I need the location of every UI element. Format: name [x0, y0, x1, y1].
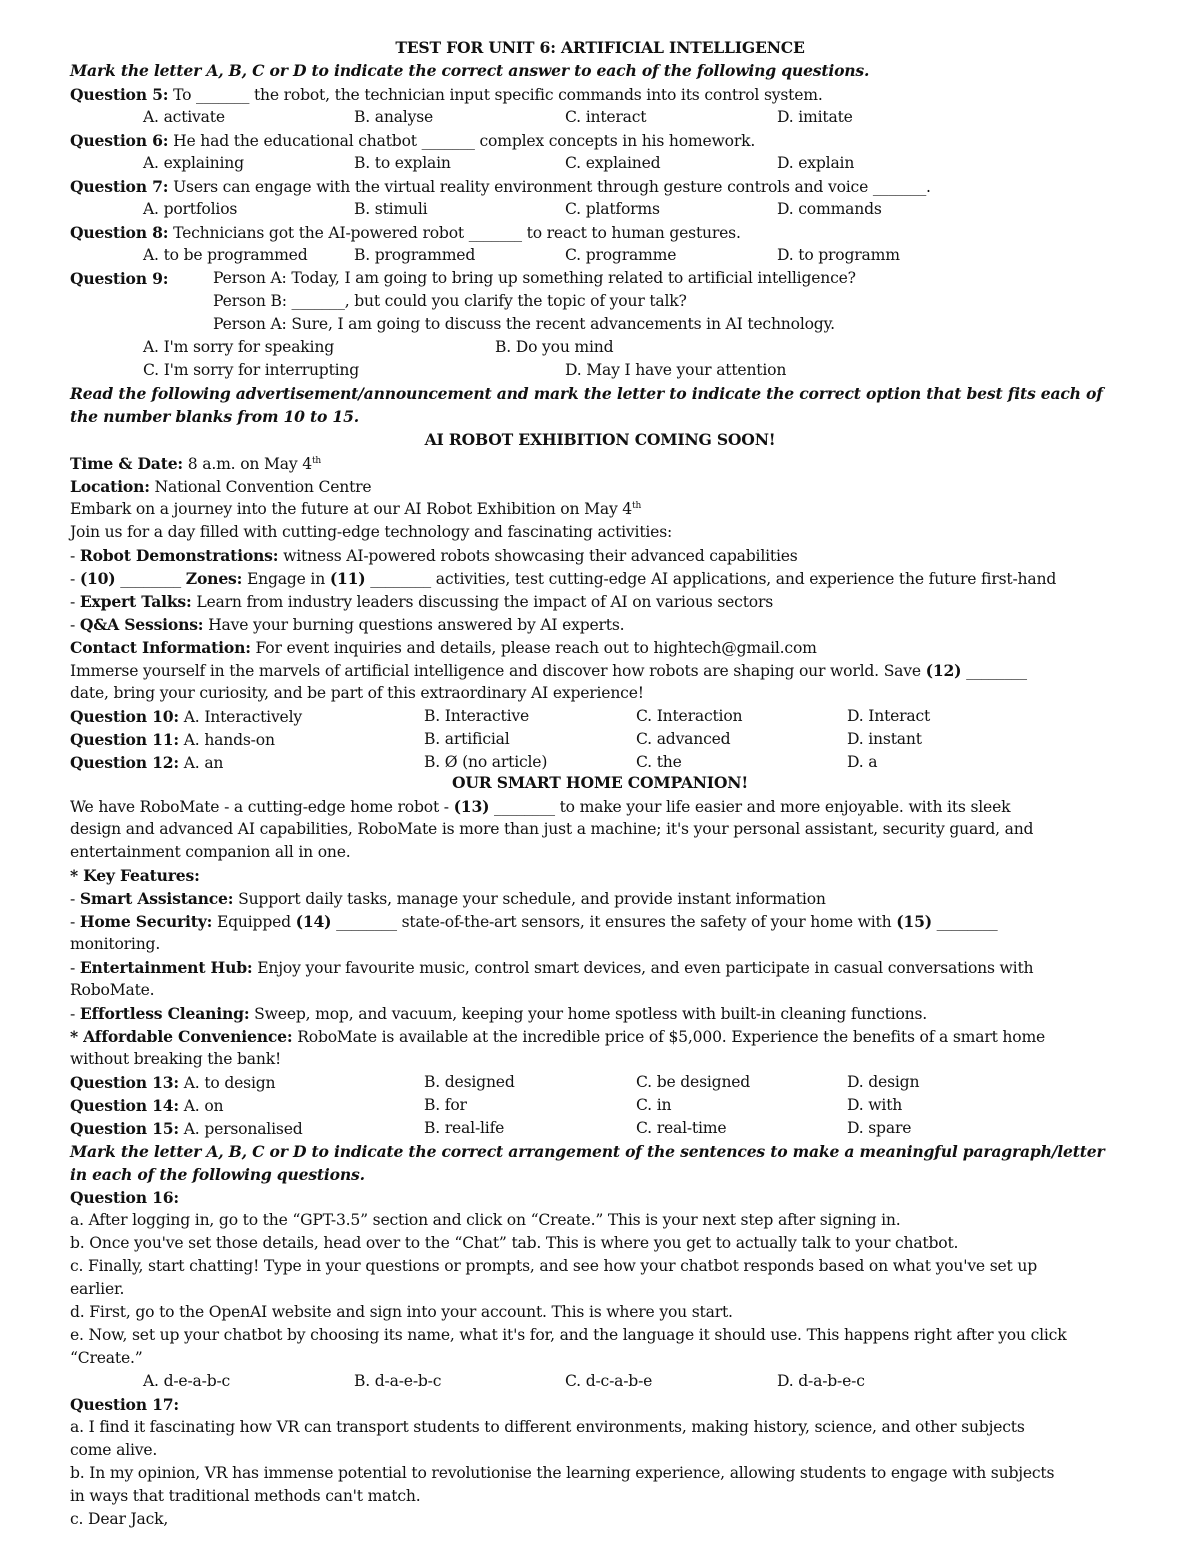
- bullet: -: [70, 913, 80, 931]
- question-5: [70, 83, 823, 106]
- question-stem: He had the educational chatbot _______ complex concepts in his homework.: [168, 132, 756, 150]
- location-label: Location:: [70, 477, 150, 496]
- question-15: [0, 1117, 1200, 1140]
- blank-number: (14): [295, 912, 332, 931]
- blank-number: (12): [925, 661, 962, 680]
- question-label: Question 7:: [70, 177, 169, 196]
- bullet: -: [70, 959, 80, 977]
- blank-number: (15): [896, 912, 932, 931]
- demo-label: Robot Demonstrations:: [79, 546, 279, 565]
- sentence-c: c. Dear Jack,: [70, 1510, 169, 1528]
- option-c: C. platforms: [565, 200, 660, 218]
- question-label-a: [70, 1071, 275, 1095]
- contact-label: Contact Information:: [70, 638, 251, 657]
- expert-line: [70, 590, 773, 613]
- option-b: B. stimuli: [354, 200, 428, 218]
- option-a: A. to design: [178, 1074, 276, 1092]
- zones-text: Engage in: [242, 570, 330, 588]
- zones-label: Zones:: [185, 569, 243, 588]
- option-c: C. be designed: [636, 1073, 751, 1091]
- intro-text: ________ to make your life easier and more enjoyable. with its sleek: [489, 798, 1011, 816]
- option-d: D. spare: [847, 1119, 912, 1137]
- affordable-label: * Affordable Convenience:: [70, 1027, 293, 1046]
- sentence-b: b. Once you've set those details, head over to the “Chat” tab. This is where you get to actually talk to your chatbot.: [70, 1234, 959, 1252]
- affordable-line: [70, 1025, 1045, 1048]
- expert-label: Expert Talks:: [79, 592, 192, 611]
- security-text: ________ state-of-the-art sensors, it ensures the safety of your home with: [331, 913, 897, 931]
- question-9: [0, 267, 1200, 290]
- qa-line: [70, 613, 624, 636]
- question-7-options: [0, 198, 1200, 221]
- question-label-a: [70, 1117, 303, 1141]
- option-c: C. in: [636, 1096, 672, 1114]
- question-7: [70, 175, 931, 198]
- location-line: [70, 475, 371, 498]
- qa-text: Have your burning questions answered by AI experts.: [203, 616, 625, 634]
- demo-text: witness AI-powered robots showcasing their advanced capabilities: [278, 547, 798, 565]
- option-a: A. on: [178, 1097, 224, 1115]
- instruction-mcq: Mark the letter A, B, C or D to indicate the correct answer to each of the following questions.: [70, 61, 870, 80]
- option-b: B. programmed: [354, 246, 476, 264]
- bullet: -: [70, 547, 80, 565]
- question-label: Question 9:: [70, 269, 169, 288]
- question-label: Question 15:: [70, 1119, 179, 1138]
- option-b: B. for: [424, 1096, 467, 1114]
- option-d: D. explain: [777, 154, 855, 172]
- contact-line: [70, 636, 817, 659]
- option-c: C. interact: [565, 108, 647, 126]
- sentence-b-cont: in ways that traditional methods can't match.: [70, 1487, 421, 1505]
- intro-text: We have RoboMate - a cutting-edge home robot -: [70, 798, 454, 816]
- question-label: Question 13:: [70, 1073, 179, 1092]
- option-c: C. explained: [565, 154, 661, 172]
- option-c: C. programme: [565, 246, 677, 264]
- option-d: D. d-a-b-e-c: [777, 1372, 865, 1390]
- superscript: th: [311, 456, 321, 466]
- dialogue-line-2: Person B: _______, but could you clarify the topic of your talk?: [213, 292, 687, 310]
- instruction-reading-cont: the number blanks from 10 to 15.: [70, 407, 359, 426]
- sentence-a: a. I find it fascinating how VR can transport students to different environments, making history, science, and other subjects: [70, 1418, 1025, 1436]
- cleaning-line: [70, 1002, 927, 1025]
- question-16-options: [0, 1370, 1200, 1393]
- option-d: D. commands: [777, 200, 882, 218]
- sentence-c: c. Finally, start chatting! Type in your questions or prompts, and see how your chatbot responds based on what you've set up: [70, 1257, 1038, 1275]
- option-d: D. with: [847, 1096, 903, 1114]
- option-b: B. d-a-e-b-c: [354, 1372, 442, 1390]
- bullet: -: [70, 890, 80, 908]
- option-b: B. real-life: [424, 1119, 505, 1137]
- question-17-label: Question 17:: [70, 1395, 179, 1414]
- option-b: B. designed: [424, 1073, 515, 1091]
- option-c: C. d-c-a-b-e: [565, 1372, 653, 1390]
- option-b: B. Interactive: [424, 707, 530, 725]
- question-9-options-row1: [0, 336, 1200, 359]
- robomate-intro-2: design and advanced AI capabilities, RoboMate is more than just a machine; it's your personal assistant, security guard, and: [70, 820, 1034, 838]
- security-line-2: monitoring.: [70, 935, 161, 953]
- cleaning-label: Effortless Cleaning:: [79, 1004, 250, 1023]
- expert-text: Learn from industry leaders discussing the impact of AI on various sectors: [191, 593, 774, 611]
- option-d: D. a: [847, 753, 878, 771]
- option-b: B. artificial: [424, 730, 510, 748]
- option-c: C. advanced: [636, 730, 731, 748]
- blank-number: (10): [79, 569, 116, 588]
- question-label: Question 14:: [70, 1096, 179, 1115]
- dialogue-line-3: Person A: Sure, I am going to discuss the recent advancements in AI technology.: [213, 315, 835, 333]
- key-features-heading: * Key Features:: [70, 866, 200, 885]
- option-a: A. activate: [143, 108, 225, 126]
- qa-label: Q&A Sessions:: [79, 615, 204, 634]
- smart-line: [70, 887, 826, 910]
- sentence-a-cont: come alive.: [70, 1441, 158, 1459]
- option-d: D. imitate: [777, 108, 853, 126]
- question-label: Question 11:: [70, 730, 179, 749]
- question-stem: Users can engage with the virtual reality environment through gesture controls and voice _______.: [168, 178, 931, 196]
- option-b: B. Ø (no article): [424, 753, 548, 771]
- question-stem: To _______ the robot, the technician input specific commands into its control system.: [168, 86, 823, 104]
- option-b: B. to explain: [354, 154, 451, 172]
- option-c: C. I'm sorry for interrupting: [143, 361, 360, 379]
- option-a: A. Interactively: [178, 708, 302, 726]
- blank: ________: [961, 662, 1027, 680]
- question-label: Question 12:: [70, 753, 179, 772]
- robomate-intro-1: [70, 795, 1010, 818]
- option-b: B. Do you mind: [495, 338, 614, 356]
- question-6: [70, 129, 755, 152]
- option-c: C. the: [636, 753, 682, 771]
- embark-line: [70, 498, 641, 521]
- question-stem: Technicians got the AI-powered robot _______ to react to human gestures.: [168, 224, 741, 242]
- option-a: A. explaining: [143, 154, 244, 172]
- sentence-a: a. After logging in, go to the “GPT-3.5” section and click on “Create.” This is your next step after signing in.: [70, 1211, 901, 1229]
- question-8: [70, 221, 741, 244]
- instruction-arrangement-cont: in each of the following questions.: [70, 1165, 365, 1184]
- bullet: -: [70, 570, 80, 588]
- security-label: Home Security:: [79, 912, 213, 931]
- question-label: Question 8:: [70, 223, 169, 242]
- question-11: [0, 728, 1200, 751]
- option-a: A. to be programmed: [143, 246, 308, 264]
- smart-label: Smart Assistance:: [79, 889, 234, 908]
- option-d: D. design: [847, 1073, 920, 1091]
- smart-text: Support daily tasks, manage your schedule, and provide instant information: [233, 890, 826, 908]
- option-a: A. I'm sorry for speaking: [143, 338, 334, 356]
- affordable-line-2: without breaking the bank!: [70, 1050, 282, 1068]
- option-d: D. Interact: [847, 707, 931, 725]
- zones-text: ________ activities, test cutting-edge AI applications, and experience the future first-hand: [365, 570, 1057, 588]
- option-d: D. instant: [847, 730, 922, 748]
- immerse-line: [70, 659, 1027, 682]
- join-line: Join us for a day filled with cutting-edge technology and fascinating activities:: [70, 523, 673, 541]
- instruction-reading: Read the following advertisement/announcement and mark the letter to indicate the correct option that best fits each of: [70, 384, 1103, 403]
- time-date-value: 8 a.m. on May 4: [183, 455, 312, 473]
- immerse-line-2: date, bring your curiosity, and be part of this extraordinary AI experience!: [70, 684, 644, 702]
- question-14: [0, 1094, 1200, 1117]
- bullet: -: [70, 616, 80, 634]
- sentence-b: b. In my opinion, VR has immense potential to revolutionise the learning experience, allowing students to engage with subjects: [70, 1464, 1055, 1482]
- zones-line: [70, 567, 1056, 590]
- option-d: D. to programm: [777, 246, 900, 264]
- option-a: A. an: [178, 754, 224, 772]
- entertainment-line: [70, 956, 1033, 979]
- question-label-a: [70, 705, 302, 729]
- option-b: B. analyse: [354, 108, 434, 126]
- test-title: TEST FOR UNIT 6: ARTIFICIAL INTELLIGENCE: [395, 38, 805, 57]
- question-label: Question 10:: [70, 707, 179, 726]
- option-d: D. May I have your attention: [565, 361, 787, 379]
- option-c: C. Interaction: [636, 707, 743, 725]
- option-c: C. real-time: [636, 1119, 727, 1137]
- option-a: A. portfolios: [143, 200, 238, 218]
- question-label: Question 6:: [70, 131, 169, 150]
- entertainment-text: Enjoy your favourite music, control smart devices, and even participate in casual conversations with: [252, 959, 1034, 977]
- ad-heading-exhibition: AI ROBOT EXHIBITION COMING SOON!: [424, 430, 776, 449]
- question-16-label: Question 16:: [70, 1188, 179, 1207]
- question-13: [0, 1071, 1200, 1094]
- sentence-e: e. Now, set up your chatbot by choosing its name, what it's for, and the language it should use. This happens right after you click: [70, 1326, 1067, 1344]
- question-6-options: [0, 152, 1200, 175]
- cleaning-text: Sweep, mop, and vacuum, keeping your home spotless with built-in cleaning functions.: [249, 1005, 928, 1023]
- question-label-a: [70, 728, 275, 752]
- question-5-options: [0, 106, 1200, 129]
- embark-text: Embark on a journey into the future at our AI Robot Exhibition on May 4: [70, 500, 633, 518]
- security-line: [70, 910, 997, 933]
- ad-heading-companion: OUR SMART HOME COMPANION!: [452, 773, 748, 792]
- entertainment-line-2: RoboMate.: [70, 981, 155, 999]
- question-label: Question 5:: [70, 85, 169, 104]
- contact-text: For event inquiries and details, please reach out to hightech@gmail.com: [250, 639, 817, 657]
- blank-number: (13): [453, 797, 490, 816]
- sentence-c-cont: earlier.: [70, 1280, 125, 1298]
- dialogue-line-1: Person A: Today, I am going to bring up something related to artificial intelligence?: [213, 269, 856, 287]
- robomate-intro-3: entertainment companion all in one.: [70, 843, 351, 861]
- question-label-a: [70, 1094, 223, 1118]
- time-date-line: [70, 452, 321, 475]
- security-text: Equipped: [212, 913, 296, 931]
- bullet: -: [70, 1005, 80, 1023]
- question-8-options: [0, 244, 1200, 267]
- blank-number: (11): [329, 569, 366, 588]
- entertainment-label: Entertainment Hub:: [79, 958, 253, 977]
- superscript: th: [632, 501, 642, 511]
- location-value: National Convention Centre: [149, 478, 372, 496]
- question-9-options-row2: [0, 359, 1200, 382]
- instruction-arrangement: Mark the letter A, B, C or D to indicate the correct arrangement of the sentences to make a meaningful paragraph/letter: [70, 1142, 1105, 1161]
- question-10: [0, 705, 1200, 728]
- blank: ________: [931, 913, 998, 931]
- bullet: -: [70, 593, 80, 611]
- option-a: A. d-e-a-b-c: [143, 1372, 231, 1390]
- sentence-d: d. First, go to the OpenAI website and sign into your account. This is where you start.: [70, 1303, 733, 1321]
- time-date-label: Time & Date:: [70, 454, 183, 473]
- immerse-text: Immerse yourself in the marvels of artificial intelligence and discover how robots are shaping our world. Save: [70, 662, 926, 680]
- option-a: A. hands-on: [178, 731, 275, 749]
- blank: ________: [115, 570, 186, 588]
- affordable-text: RoboMate is available at the incredible price of $5,000. Experience the benefits of a smart home: [292, 1028, 1046, 1046]
- sentence-e-cont: “Create.”: [70, 1349, 143, 1367]
- demo-line: [70, 544, 798, 567]
- option-a: A. personalised: [178, 1120, 303, 1138]
